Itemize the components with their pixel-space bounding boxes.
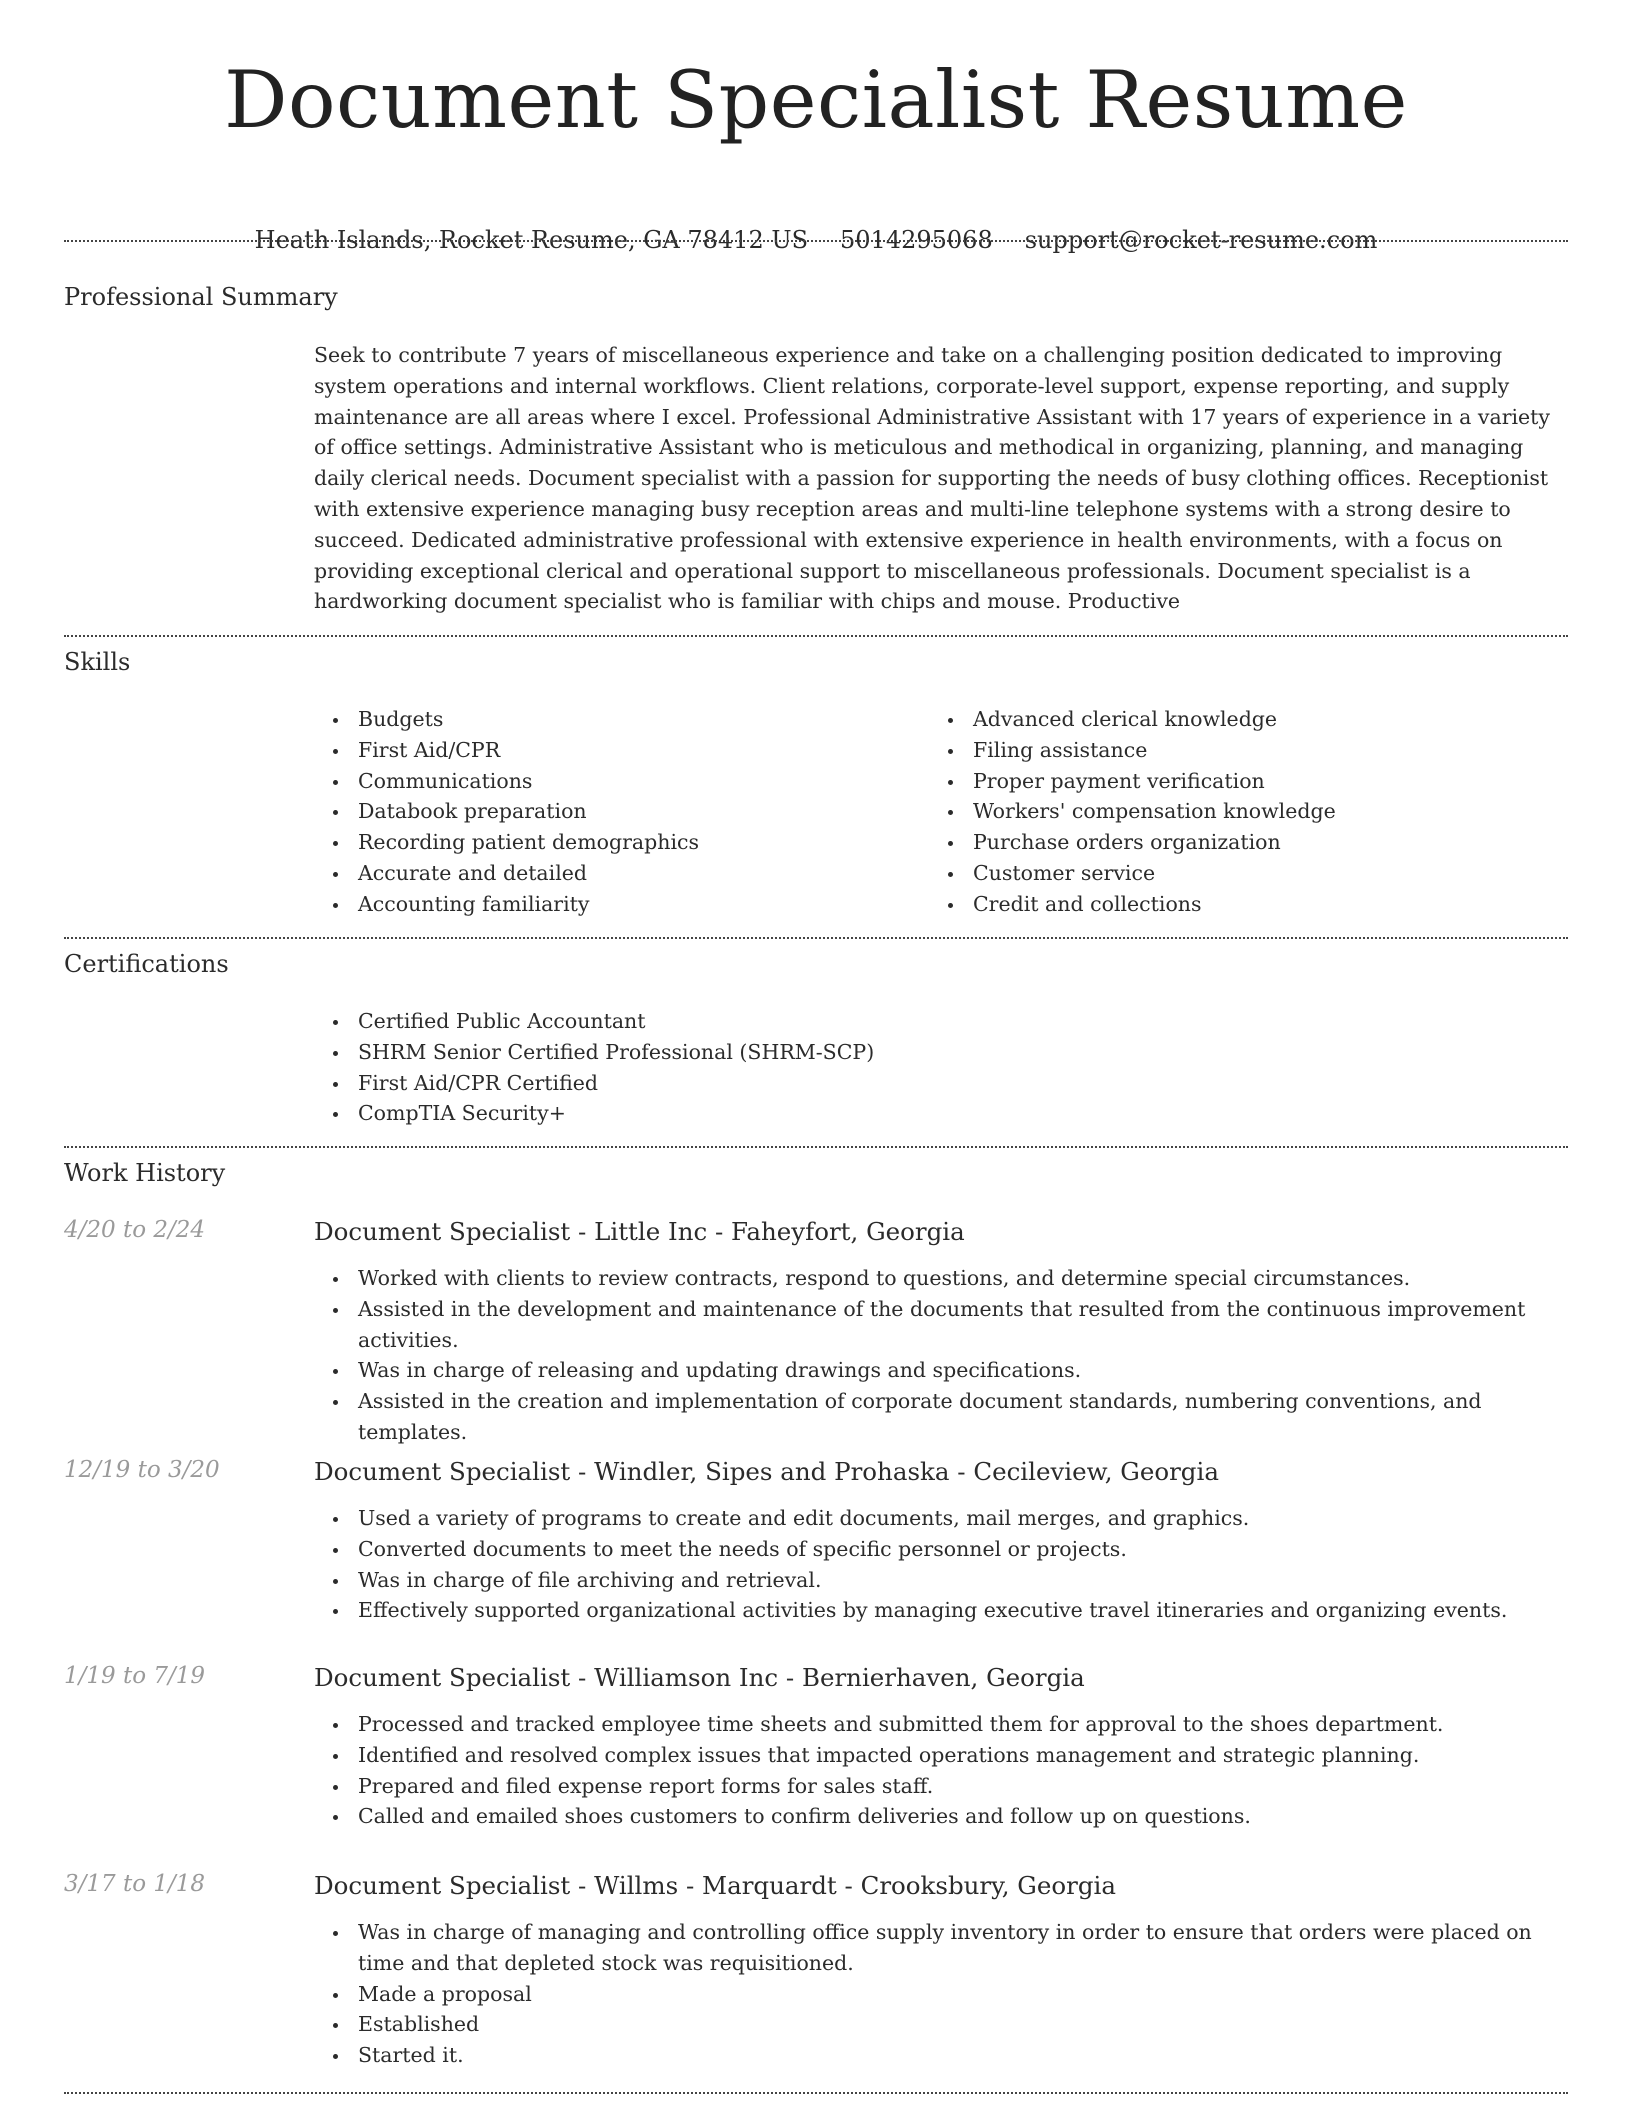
job-bullet: Made a proposal <box>314 1979 1568 2010</box>
job-bullet: Assisted in the creation and implementation of corporate document standards, numbering conventions, and templates. <box>314 1386 1568 1448</box>
job-bullet: Converted documents to meet the needs of specific personnel or projects. <box>314 1534 1568 1565</box>
certification-item: First Aid/CPR Certified <box>314 1068 1568 1099</box>
certifications-list <box>314 1006 1568 1129</box>
job-bullet: Called and emailed shoes customers to confirm deliveries and follow up on questions. <box>314 1801 1568 1832</box>
skills-list-right <box>929 704 1568 920</box>
job-bullets <box>314 1503 1568 1626</box>
skill-item: Proper payment verification <box>929 766 1568 797</box>
skill-item: Accounting familiarity <box>314 889 914 920</box>
job-bullet: Effectively supported organizational activities by managing executive travel itineraries and organizing events. <box>314 1595 1568 1626</box>
job-bullet: Was in charge of managing and controlling office supply inventory in order to ensure that orders were placed on time and that depleted stock was requisitioned. <box>314 1917 1568 1979</box>
job-dates: 12/19 to 3/20 <box>64 1457 220 1483</box>
job-bullet: Processed and tracked employee time sheets and submitted them for approval to the shoes department. <box>314 1709 1568 1740</box>
certification-item: Certified Public Accountant <box>314 1006 1568 1037</box>
skill-item: Purchase orders organization <box>929 827 1568 858</box>
divider <box>64 635 1568 637</box>
job-bullet: Worked with clients to review contracts, respond to questions, and determine special circumstances. <box>314 1263 1568 1294</box>
section-title-certifications: Certifications <box>64 950 229 978</box>
job-bullet: Was in charge of releasing and updating drawings and specifications. <box>314 1355 1568 1386</box>
contact-email[interactable]: support@rocket-resume.com <box>1024 226 1378 254</box>
section-title-summary: Professional Summary <box>64 283 338 311</box>
job-title: Document Specialist - Little Inc - Faheyfort, Georgia <box>314 1217 965 1246</box>
job-bullets <box>314 1917 1568 2071</box>
summary-text: Seek to contribute 7 years of miscellaneous experience and take on a challenging position dedicated to improving system operations and internal workflows. Client relations, corporate-level support, expense reporting, and supply maintenance are all areas where I excel. Professional Administrative Assistant with 17 years of experience in a variety of office settings. Administrative Assistant who is meticulous and methodical in organizing, planning, and managing daily clerical needs. Document specialist with a passion for supporting the needs of busy clothing offices. Receptionist with extensive experience managing busy reception areas and multi-line telephone systems with a strong desire to succeed. Dedicated administrative professional with extensive experience in health environments, with a focus on providing exceptional clerical and operational support to miscellaneous professionals. Document specialist is a hardworking document specialist who is familiar with chips and mouse. Productive <box>314 343 1551 614</box>
certification-item: CompTIA Security+ <box>314 1098 1568 1129</box>
job-bullets <box>314 1709 1568 1832</box>
job-dates: 1/19 to 7/19 <box>64 1663 206 1689</box>
skill-item: Customer service <box>929 858 1568 889</box>
skill-item: Communications <box>314 766 914 797</box>
job-bullet: Started it. <box>314 2040 1568 2071</box>
job-bullet: Used a variety of programs to create and edit documents, mail merges, and graphics. <box>314 1503 1568 1534</box>
contact-address: Heath Islands, Rocket Resume, GA 78412 US <box>254 226 809 254</box>
skill-item: Advanced clerical knowledge <box>929 704 1568 735</box>
divider <box>64 1146 1568 1148</box>
job-bullet: Prepared and filed expense report forms for sales staff. <box>314 1771 1568 1802</box>
skill-item: Credit and collections <box>929 889 1568 920</box>
skill-item: Filing assistance <box>929 735 1568 766</box>
contact-phone: 5014295068 <box>840 226 993 254</box>
section-title-work-history: Work History <box>64 1159 226 1187</box>
job-title: Document Specialist - Williamson Inc - Bernierhaven, Georgia <box>314 1663 1085 1692</box>
skill-item: Accurate and detailed <box>314 858 914 889</box>
job-bullet: Identified and resolved complex issues that impacted operations management and strategic planning. <box>314 1740 1568 1771</box>
job-bullets <box>314 1263 1568 1448</box>
job-dates: 4/20 to 2/24 <box>64 1217 206 1243</box>
divider <box>64 240 1568 242</box>
section-title-skills: Skills <box>64 648 131 676</box>
job-bullet: Assisted in the development and maintenance of the documents that resulted from the continuous improvement activities. <box>314 1294 1568 1356</box>
divider <box>64 937 1568 939</box>
skill-item: Workers' compensation knowledge <box>929 796 1568 827</box>
certification-item: SHRM Senior Certified Professional (SHRM-SCP) <box>314 1037 1568 1068</box>
resume-header <box>64 0 1568 150</box>
job-bullet: Was in charge of file archiving and retrieval. <box>314 1565 1568 1596</box>
divider <box>64 2092 1568 2094</box>
skill-item: Databook preparation <box>314 796 914 827</box>
resume-title: Document Specialist Resume <box>224 54 1408 146</box>
job-dates: 3/17 to 1/18 <box>64 1871 206 1897</box>
skill-item: First Aid/CPR <box>314 735 914 766</box>
skills-list-left <box>314 704 914 920</box>
skill-item: Budgets <box>314 704 914 735</box>
job-title: Document Specialist - Windler, Sipes and Prohaska - Cecileview, Georgia <box>314 1457 1219 1486</box>
resume-page <box>64 0 1568 2068</box>
skill-item: Recording patient demographics <box>314 827 914 858</box>
job-bullet: Established <box>314 2009 1568 2040</box>
job-title: Document Specialist - Willms - Marquardt - Crooksbury, Georgia <box>314 1871 1116 1900</box>
